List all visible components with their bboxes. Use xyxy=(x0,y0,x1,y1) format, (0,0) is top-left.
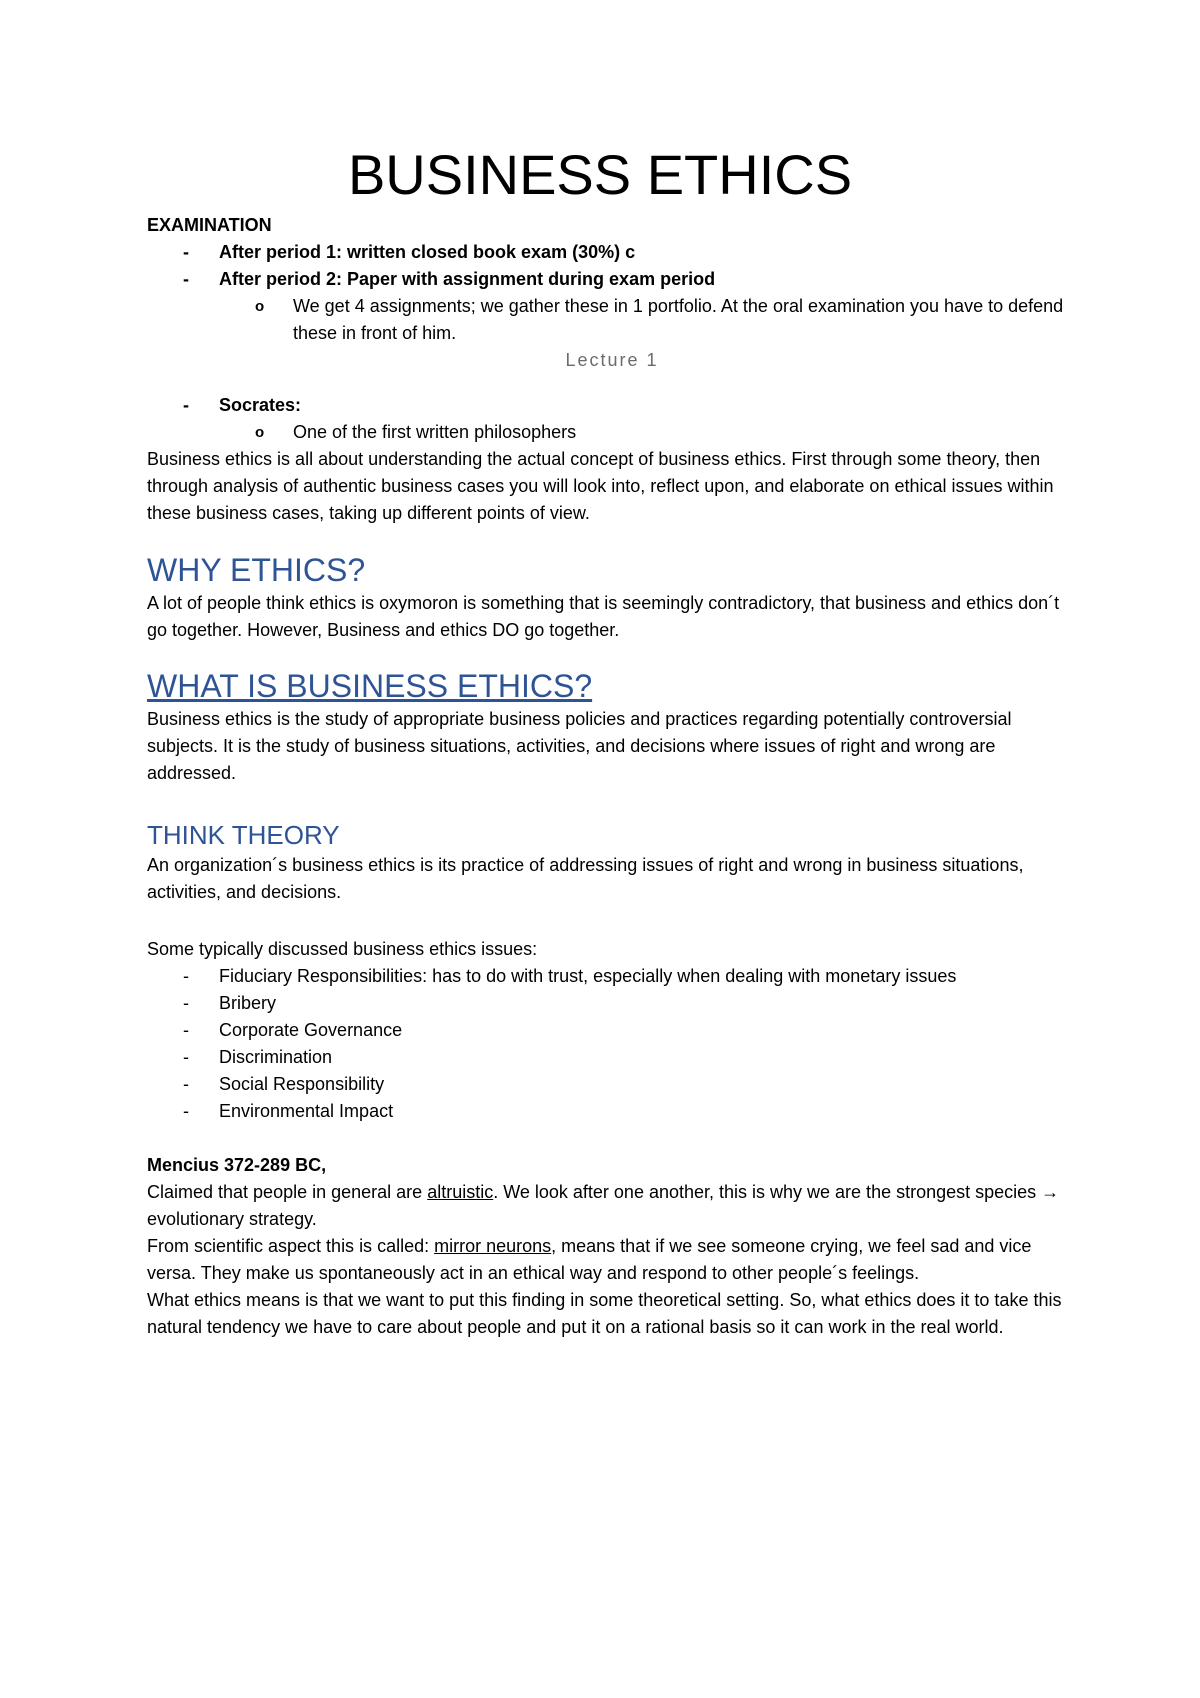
what-is-paragraph: Business ethics is the study of appropriate business policies and practices regarding potentially controversial subjects. It is the study of business situations, activities, and decisions where issues of right and wrong are addressed. xyxy=(147,709,1012,783)
think-theory-paragraph: An organization´s business ethics is its practice of addressing issues of right and wrong in business situations, activities, and decisions. xyxy=(147,855,1024,902)
text-run: From scientific aspect this is called: xyxy=(147,1236,435,1256)
think-theory-section xyxy=(147,818,1077,906)
document-title: BUSINESS ETHICS xyxy=(347,143,853,206)
exam-item-text: After period 2: Paper with assignment during exam period xyxy=(219,269,716,289)
dash-marker: - xyxy=(183,1047,189,1067)
mencius-paragraph-3: What ethics means is that we want to put this finding in some theoretical setting. So, what ethics does it to take this natural tendency we have to care about people and put it on a rational basis so it can work in the real world. xyxy=(147,1290,1062,1337)
issues-section xyxy=(147,936,1077,1125)
lecture-subtitle: Lecture 1 xyxy=(565,350,659,370)
altruistic-term: altruistic xyxy=(427,1182,494,1202)
issue-item xyxy=(147,1098,1077,1125)
text-run: , means that if we see someone crying, we feel sad and vice versa. They make us spontaneously act in an ethical way and respond to other people´s feelings. xyxy=(147,1236,1032,1283)
exam-item-text: After period 1: written closed book exam (30%) c xyxy=(219,242,636,262)
circle-bullet-marker: o xyxy=(255,298,265,315)
what-is-heading: WHAT IS BUSINESS ETHICS? xyxy=(147,668,593,704)
intro-paragraph: Business ethics is all about understanding the actual concept of business ethics. First through some theory, then through analysis of authentic business cases you will look into, reflect upon, and elaborate on ethical issues within these business cases, taking up different points of view. xyxy=(147,449,1054,523)
exam-subitem-text: We get 4 assignments; we gather these in 1 portfolio. At the oral examination you have to defend these in front of him. xyxy=(293,296,1064,343)
mencius-paragraph-1 xyxy=(147,1179,1077,1233)
issue-item-text: Corporate Governance xyxy=(219,1020,403,1040)
mencius-paragraph-2 xyxy=(147,1233,1077,1287)
mencius-section xyxy=(147,1152,1077,1341)
issue-item xyxy=(147,990,1077,1017)
what-is-section xyxy=(147,666,1077,787)
issue-item-text: Fiduciary Responsibilities: has to do with trust, especially when dealing with monetary issues xyxy=(219,966,957,986)
socrates-label: Socrates: xyxy=(219,395,302,415)
circle-bullet-marker: o xyxy=(255,424,265,441)
right-arrow-icon: → xyxy=(1041,1182,1060,1202)
dash-marker: - xyxy=(183,269,189,289)
text-run: Claimed that people in general are xyxy=(147,1182,428,1202)
socrates-section xyxy=(147,392,1077,527)
dash-marker: - xyxy=(183,966,189,986)
exam-subitem xyxy=(147,293,1077,347)
dash-marker: - xyxy=(183,1020,189,1040)
issue-item-text: Bribery xyxy=(219,993,277,1013)
think-theory-heading: THINK THEORY xyxy=(147,820,340,850)
socrates-item xyxy=(147,392,1077,419)
issue-item-text: Social Responsibility xyxy=(219,1074,385,1094)
exam-item-1 xyxy=(147,239,1077,266)
issue-item-text: Discrimination xyxy=(219,1047,333,1067)
mencius-heading: Mencius 372-289 BC, xyxy=(147,1155,327,1175)
issue-item xyxy=(147,963,1077,990)
dash-marker: - xyxy=(183,1074,189,1094)
exam-item-2 xyxy=(147,266,1077,293)
socrates-subitem-text: One of the first written philosophers xyxy=(293,422,577,442)
dash-marker: - xyxy=(183,993,189,1013)
issue-item xyxy=(147,1071,1077,1098)
issue-item xyxy=(147,1044,1077,1071)
text-run: . We look after one another, this is why we are the strongest species xyxy=(493,1182,1042,1202)
examination-section xyxy=(147,212,1077,374)
why-ethics-section xyxy=(147,550,1077,644)
dash-marker: - xyxy=(183,395,189,415)
dash-marker: - xyxy=(183,242,189,262)
why-ethics-heading: WHY ETHICS? xyxy=(147,552,366,588)
why-ethics-paragraph: A lot of people think ethics is oxymoron is something that is seemingly contradictory, that business and ethics don´t go together. However, Business and ethics DO go together. xyxy=(147,593,1060,640)
examination-heading: EXAMINATION xyxy=(147,215,272,235)
text-run: evolutionary strategy. xyxy=(147,1209,317,1229)
issue-item-text: Environmental Impact xyxy=(219,1101,394,1121)
socrates-subitem xyxy=(147,419,1077,446)
issues-intro: Some typically discussed business ethics issues: xyxy=(147,939,538,959)
mirror-neurons-term: mirror neurons xyxy=(434,1236,552,1256)
issue-item xyxy=(147,1017,1077,1044)
dash-marker: - xyxy=(183,1101,189,1121)
